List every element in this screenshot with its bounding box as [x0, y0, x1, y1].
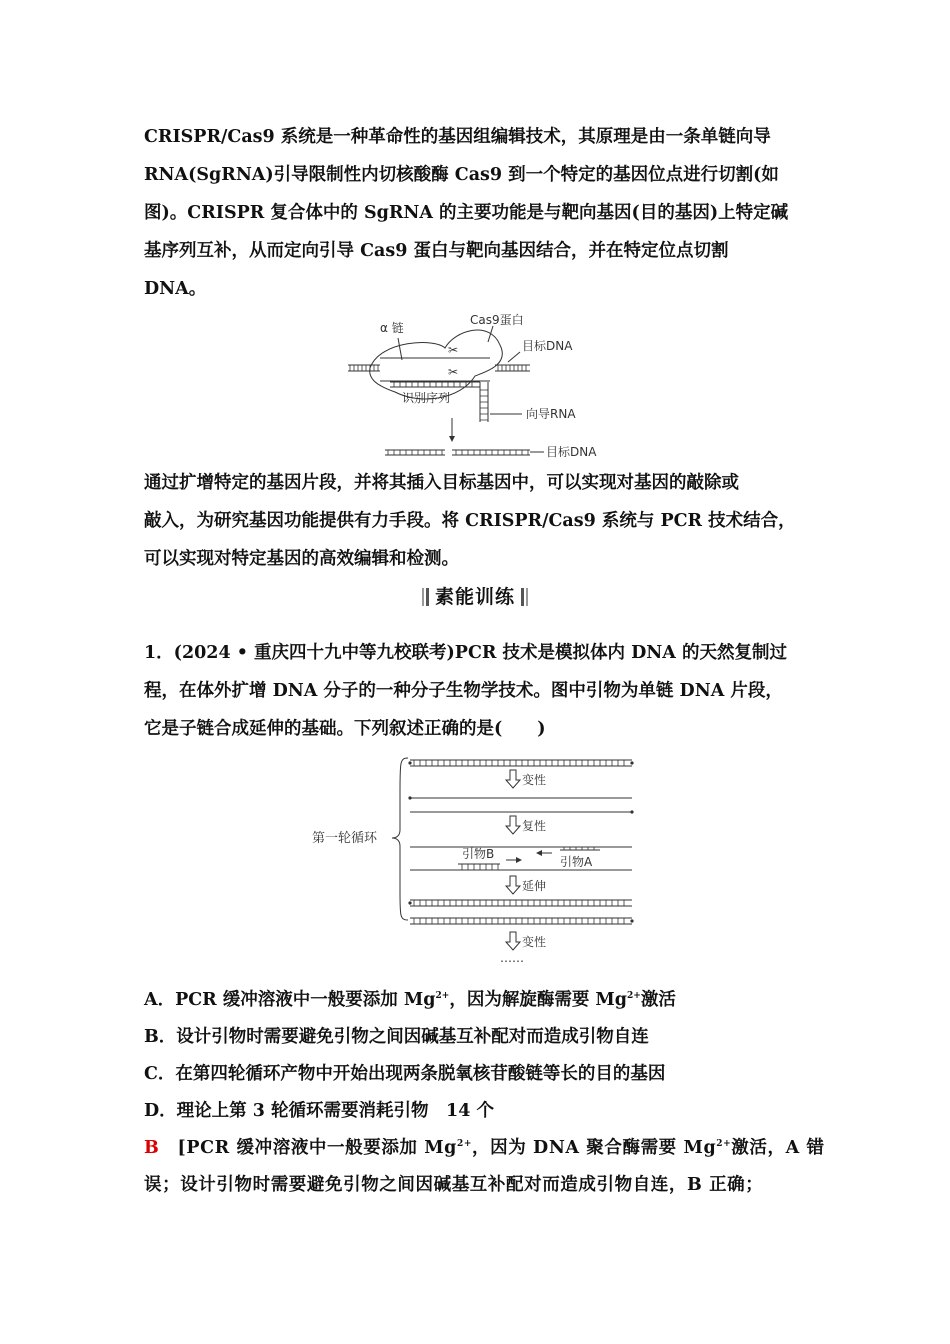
- primer-b-label: 引物B: [462, 847, 495, 861]
- answer-line-2: 误；设计引物时需要避免引物之间因碱基互补配对而造成引物自连，B 正确；: [144, 1175, 764, 1195]
- intro-line: DNA。: [144, 279, 207, 299]
- intro-paragraph-1: [144, 118, 810, 308]
- section-title: 素能训练: [434, 586, 515, 608]
- crispr-diagram: [340, 310, 620, 460]
- intro-line: 敲入，为研究基因功能提供有力手段。将 CRISPR/Cas9 系统与 PCR 技术结合，: [144, 511, 796, 531]
- alpha-chain-label: α 链: [380, 321, 404, 335]
- cycle-label: 第一轮循环: [312, 831, 378, 846]
- intro-line: 图)。CRISPR 复合体中的 SgRNA 的主要功能是与靶向基因(目的基因)上特定碱: [144, 203, 789, 223]
- option-d: D．理论上第 3 轮循环需要消耗引物 14 个: [144, 1101, 494, 1121]
- section-header: [0, 582, 950, 609]
- question-line: 程，在体外扩增 DNA 分子的一种分子生物学技术。图中引物为单链 DNA 片段，: [144, 681, 783, 701]
- svg-text:✂: ✂: [448, 365, 459, 379]
- primer-a-label: 引物A: [560, 855, 593, 869]
- denature-label-2: 变性: [522, 935, 547, 949]
- extend-label: 延伸: [522, 879, 547, 893]
- option-b: B．设计引物时需要避免引物之间因碱基互补配对而造成引物自连: [144, 1027, 649, 1047]
- ellipsis: ……: [500, 951, 524, 965]
- guide-rna-label: 向导RNA: [526, 407, 576, 421]
- question-line: 它是子链合成延伸的基础。下列叙述正确的是( ): [144, 719, 546, 739]
- intro-line: 基序列互补，从而定向引导 Cas9 蛋白与靶向基因结合，并在特定位点切割: [144, 241, 729, 261]
- denature-label: 变性: [522, 773, 547, 787]
- intro-line: 通过扩增特定的基因片段，并将其插入目标基因中，可以实现对基因的敲除或: [144, 473, 739, 493]
- answer-line-1: B [PCR 缓冲溶液中一般要添加 $Mg^{2+}$，因为 DNA 聚合酶需要 $Mg^{2+}$激活，A 错: [144, 1138, 825, 1158]
- recognition-seq-label: 识别序列: [402, 391, 451, 405]
- intro-paragraph-2: [144, 464, 810, 578]
- intro-line: RNA(SgRNA)引导限制性内切核酸酶 Cas9 到一个特定的基因位点进行切割(如: [144, 165, 779, 185]
- target-dna-label-top: 目标DNA: [522, 339, 573, 353]
- renature-label: 复性: [522, 819, 547, 833]
- question-line: 1．(2024 • 重庆四十九中等九校联考)PCR 技术是模拟体内 DNA 的天然复制过: [144, 643, 787, 663]
- cas9-label: Cas9蛋白: [470, 313, 524, 327]
- intro-line: 可以实现对特定基因的高效编辑和检测。: [144, 549, 459, 569]
- intro-line: CRISPR/Cas9 系统是一种革命性的基因组编辑技术，其原理是由一条单链向导: [144, 127, 771, 147]
- target-dna-label-bottom: 目标DNA: [546, 445, 597, 459]
- answer-letter: B: [144, 1138, 160, 1158]
- option-c: C．在第四轮循环产物中开始出现两条脱氧核苷酸链等长的目的基因: [144, 1064, 666, 1084]
- svg-text:✂: ✂: [448, 343, 459, 357]
- option-a: A．PCR 缓冲溶液中一般要添加 $Mg^{2+}$，因为解旋酶需要 $Mg^{2+}$激活: [144, 990, 676, 1010]
- pcr-diagram: [310, 752, 640, 967]
- question-stem: [144, 634, 810, 748]
